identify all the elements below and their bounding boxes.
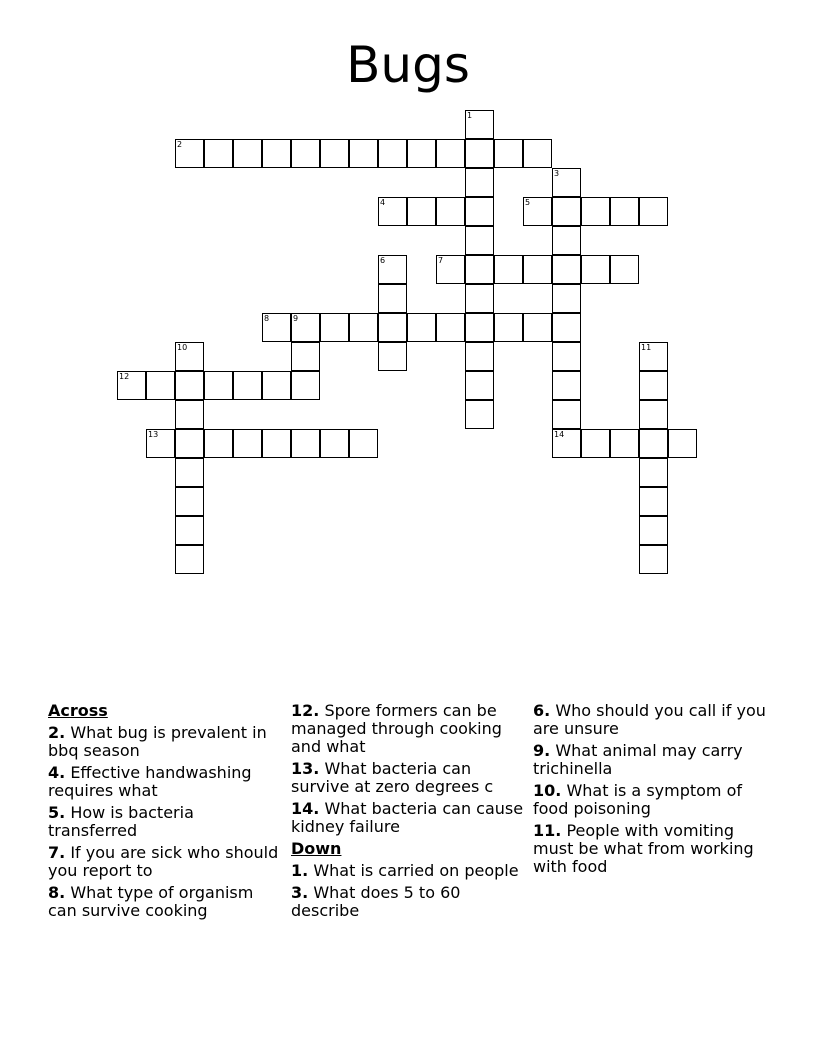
grid-cell[interactable] — [291, 342, 320, 371]
clue-across-2: 2. What bug is prevalent in bbq season — [48, 723, 267, 760]
grid-cell[interactable] — [320, 429, 349, 458]
grid-cell[interactable] — [523, 313, 552, 342]
clue-down-10: 10. What is a symptom of food poisoning — [533, 781, 743, 818]
clue-number: 13 — [148, 430, 159, 439]
grid-cell[interactable] — [465, 284, 494, 313]
grid-cell[interactable] — [639, 342, 668, 371]
grid-cell[interactable] — [465, 168, 494, 197]
grid-cell[interactable] — [465, 139, 494, 168]
grid-cell[interactable] — [378, 284, 407, 313]
grid-cell[interactable] — [639, 197, 668, 226]
grid-cell[interactable] — [494, 255, 523, 284]
grid-cell[interactable] — [378, 255, 407, 284]
grid-cell[interactable] — [233, 139, 262, 168]
clue-column-3 — [533, 702, 769, 880]
grid-cell[interactable] — [175, 400, 204, 429]
clue-column-2 — [291, 702, 527, 924]
grid-cell[interactable] — [465, 400, 494, 429]
grid-cell[interactable] — [552, 400, 581, 429]
grid-cell[interactable] — [523, 139, 552, 168]
grid-cell[interactable] — [262, 429, 291, 458]
grid-cell[interactable] — [262, 313, 291, 342]
grid-cell[interactable] — [465, 342, 494, 371]
clue-down-9: 9. What animal may carry trichinella — [533, 741, 743, 778]
clue-number: 8 — [264, 314, 270, 323]
grid-cell[interactable] — [552, 197, 581, 226]
grid-cell[interactable] — [262, 371, 291, 400]
grid-cell[interactable] — [610, 429, 639, 458]
grid-cell[interactable] — [262, 139, 291, 168]
clue-number: 10 — [177, 343, 188, 352]
clue-across-12: 12. Spore formers can be managed through cooking and what — [291, 701, 502, 756]
clue-across-8: 8. What type of organism can survive cooking — [48, 883, 254, 920]
grid-cell[interactable] — [349, 429, 378, 458]
clue-down-6: 6. Who should you call if you are unsure — [533, 701, 766, 738]
grid-cell[interactable] — [639, 429, 668, 458]
grid-cell[interactable] — [668, 429, 697, 458]
clue-number: 12 — [119, 372, 130, 381]
clue-across-7: 7. If you are sick who should you report to — [48, 843, 279, 880]
grid-cell[interactable] — [436, 139, 465, 168]
grid-cell[interactable] — [407, 139, 436, 168]
grid-cell[interactable] — [494, 139, 523, 168]
grid-cell[interactable] — [291, 371, 320, 400]
grid-cell[interactable] — [291, 429, 320, 458]
grid-cell[interactable] — [465, 197, 494, 226]
grid-cell[interactable] — [175, 342, 204, 371]
grid-cell[interactable] — [494, 313, 523, 342]
grid-cell[interactable] — [378, 313, 407, 342]
grid-cell[interactable] — [552, 429, 581, 458]
grid-cell[interactable] — [523, 197, 552, 226]
clue-number: 3 — [554, 169, 560, 178]
grid-cell[interactable] — [378, 139, 407, 168]
clue-number: 11 — [641, 343, 652, 352]
grid-cell[interactable] — [146, 429, 175, 458]
grid-cell[interactable] — [320, 313, 349, 342]
grid-cell[interactable] — [175, 371, 204, 400]
grid-cell[interactable] — [552, 255, 581, 284]
grid-cell[interactable] — [552, 168, 581, 197]
grid-cell[interactable] — [581, 255, 610, 284]
grid-cell[interactable] — [175, 429, 204, 458]
grid-cell[interactable] — [552, 313, 581, 342]
grid-cell[interactable] — [552, 226, 581, 255]
grid-cell[interactable] — [378, 342, 407, 371]
grid-cell[interactable] — [639, 371, 668, 400]
clue-across-13: 13. What bacteria can survive at zero degrees c — [291, 759, 494, 796]
grid-cell[interactable] — [175, 545, 204, 574]
down-heading: Down — [291, 839, 342, 858]
grid-cell[interactable] — [639, 516, 668, 545]
grid-cell[interactable] — [117, 371, 146, 400]
clue-down-1: 1. What is carried on people — [291, 861, 519, 880]
grid-cell[interactable] — [465, 371, 494, 400]
grid-cell[interactable] — [146, 371, 175, 400]
clue-number: 2 — [177, 140, 183, 149]
clue-number: 4 — [380, 198, 386, 207]
clue-number: 5 — [525, 198, 531, 207]
grid-cell[interactable] — [349, 313, 378, 342]
grid-cell[interactable] — [639, 487, 668, 516]
grid-cell[interactable] — [175, 487, 204, 516]
grid-cell[interactable] — [639, 400, 668, 429]
clue-number: 1 — [467, 111, 473, 120]
grid-cell[interactable] — [175, 516, 204, 545]
clue-down-3: 3. What does 5 to 60 describe — [291, 883, 461, 920]
clue-across-5: 5. How is bacteria transferred — [48, 803, 194, 840]
clue-number: 9 — [293, 314, 299, 323]
grid-cell[interactable] — [610, 255, 639, 284]
grid-cell[interactable] — [465, 313, 494, 342]
grid-cell[interactable] — [349, 139, 378, 168]
clue-number: 7 — [438, 256, 444, 265]
page-title: Bugs — [346, 36, 470, 94]
grid-cell[interactable] — [204, 139, 233, 168]
grid-cell[interactable] — [436, 197, 465, 226]
clue-number: 14 — [554, 430, 565, 439]
grid-cell[interactable] — [581, 429, 610, 458]
grid-cell[interactable] — [436, 313, 465, 342]
grid-cell[interactable] — [465, 110, 494, 139]
grid-cell[interactable] — [552, 342, 581, 371]
grid-cell[interactable] — [204, 371, 233, 400]
grid-cell[interactable] — [639, 545, 668, 574]
grid-cell[interactable] — [233, 371, 262, 400]
grid-cell[interactable] — [552, 371, 581, 400]
grid-cell[interactable] — [407, 313, 436, 342]
clue-column-1 — [48, 702, 284, 924]
grid-cell[interactable] — [233, 429, 262, 458]
grid-cell[interactable] — [465, 255, 494, 284]
grid-cell[interactable] — [610, 197, 639, 226]
grid-cell[interactable] — [436, 255, 465, 284]
grid-cell[interactable] — [552, 284, 581, 313]
grid-cell[interactable] — [378, 197, 407, 226]
grid-cell[interactable] — [291, 139, 320, 168]
grid-cell[interactable] — [175, 139, 204, 168]
grid-cell[interactable] — [581, 197, 610, 226]
clue-down-11: 11. People with vomiting must be what from working with food — [533, 821, 754, 876]
grid-cell[interactable] — [320, 139, 349, 168]
grid-cell[interactable] — [175, 458, 204, 487]
clue-across-4: 4. Effective handwashing requires what — [48, 763, 252, 800]
clue-across-14: 14. What bacteria can cause kidney failure — [291, 799, 524, 836]
grid-cell[interactable] — [291, 313, 320, 342]
across-heading: Across — [48, 701, 108, 720]
grid-cell[interactable] — [639, 458, 668, 487]
grid-cell[interactable] — [204, 429, 233, 458]
grid-cell[interactable] — [407, 197, 436, 226]
grid-cell[interactable] — [523, 255, 552, 284]
grid-cell[interactable] — [465, 226, 494, 255]
clue-number: 6 — [380, 256, 386, 265]
